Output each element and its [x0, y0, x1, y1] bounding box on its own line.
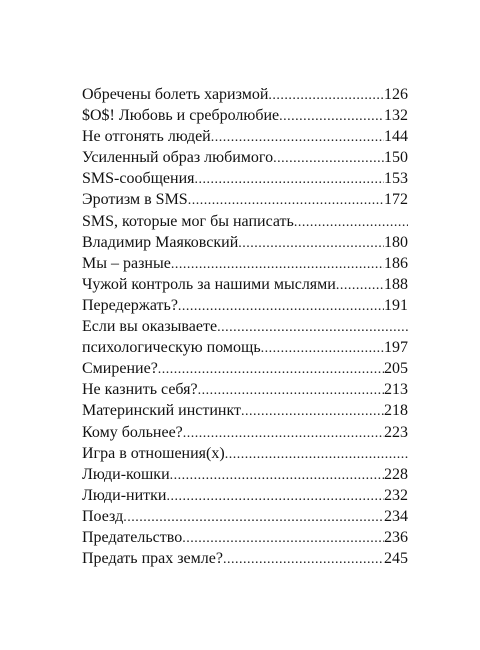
toc-entry-page-number: 132: [384, 107, 408, 125]
toc-leader-dots: [217, 317, 408, 337]
toc-entry-page-number: 150: [384, 149, 408, 167]
toc-entry-page-number: 188: [384, 275, 408, 293]
toc-entry-title: Люди-кошки: [82, 465, 170, 483]
toc-entry-title: Усиленный образ любимого: [82, 149, 274, 167]
toc-entry: [82, 105, 408, 126]
toc-entry-title: Люди-нитки: [82, 486, 167, 504]
toc-entry-page-number: 245: [384, 550, 408, 568]
toc-entry-page-number: 180: [384, 233, 408, 251]
toc-entry: [82, 548, 408, 569]
toc-leader-dots: [195, 169, 385, 189]
toc-entry-title: Мы – разные: [82, 254, 171, 272]
toc-entry-title: Кому больнее?: [82, 423, 183, 441]
toc-entry: [82, 400, 408, 421]
toc-leader-dots: [211, 127, 384, 147]
toc-entry-title: психологическую помощь: [82, 339, 261, 357]
toc-leader-dots: [223, 549, 384, 569]
toc-entry-title: Владимир Маяковский: [82, 233, 239, 251]
toc-entry: [82, 379, 408, 400]
toc-leader-dots: [294, 212, 408, 232]
toc-entry: [82, 274, 408, 295]
toc-entry-page-number: 197: [384, 339, 408, 357]
toc-entry: [82, 147, 408, 168]
toc-entry-page-number: 218: [384, 402, 408, 420]
toc-entry-page-number: 186: [384, 254, 408, 272]
toc-entry-page-number: 205: [384, 360, 408, 378]
toc-leader-dots: [336, 275, 384, 295]
toc-leader-dots: [158, 359, 384, 379]
toc-entry-title: Эротизм в SMS: [82, 191, 188, 209]
toc-leader-dots: [170, 465, 384, 485]
toc-leader-dots: [183, 423, 384, 443]
toc-entry: [82, 189, 408, 210]
toc-entry-title: SMS, которые мог бы написать: [82, 212, 294, 230]
table-of-contents: [82, 84, 408, 569]
toc-leader-dots: [123, 507, 384, 527]
toc-entry-page-number: 153: [384, 170, 408, 188]
toc-leader-dots: [171, 254, 384, 274]
toc-entry-title: Чужой контроль за нашими мыслями: [82, 275, 336, 293]
toc-entry: [82, 443, 408, 464]
toc-leader-dots: [198, 380, 384, 400]
toc-entry-page-number: 172: [384, 191, 408, 209]
toc-leader-dots: [188, 190, 384, 210]
toc-entry-title: Если вы оказываете: [82, 318, 218, 336]
toc-entry: [82, 485, 408, 506]
toc-entry-page-number: 144: [384, 128, 408, 146]
toc-entry-title: Предательство: [82, 528, 183, 546]
toc-entry-title: Поезд: [82, 507, 124, 525]
toc-entry: [82, 253, 408, 274]
toc-entry-title: Обречены болеть харизмой: [82, 86, 269, 103]
toc-entry-title: Игра в отношения(х): [82, 444, 225, 462]
toc-entry-page-number: 234: [384, 507, 408, 525]
toc-entry: [82, 232, 408, 253]
toc-entry-title: Передержать?: [82, 296, 178, 314]
toc-entry: [82, 168, 408, 189]
toc-entry: [82, 316, 408, 337]
toc-entry: [82, 422, 408, 443]
toc-entry: [82, 506, 408, 527]
toc-entry-title: Предать прах земле?: [82, 550, 223, 568]
toc-entry: [82, 337, 408, 358]
toc-entry: [82, 527, 408, 548]
toc-leader-dots: [241, 401, 384, 421]
toc-leader-dots: [178, 296, 384, 316]
toc-entry-page-number: 126: [384, 86, 408, 103]
toc-leader-dots: [166, 486, 384, 506]
toc-entry: [82, 295, 408, 316]
toc-leader-dots: [182, 528, 384, 548]
toc-entry-page-number: 223: [384, 423, 408, 441]
toc-entry: [82, 464, 408, 485]
toc-entry-title: Не казнить себя?: [82, 381, 198, 399]
toc-leader-dots: [279, 106, 384, 126]
toc-entry-title: Смирение?: [82, 360, 158, 378]
toc-entry-title: $O$! Любовь и сребролюбие: [82, 107, 280, 125]
toc-leader-dots: [273, 148, 384, 168]
toc-leader-dots: [268, 85, 384, 105]
toc-entry-title: Материнский инстинкт: [82, 402, 242, 420]
toc-leader-dots: [238, 233, 384, 253]
toc-entry-page-number: 191: [384, 296, 408, 314]
toc-entry: [82, 211, 408, 232]
toc-leader-dots: [225, 444, 408, 464]
toc-entry-title: Не отгонять людей: [82, 128, 211, 146]
toc-leader-dots: [261, 338, 384, 358]
toc-entry-page-number: 213: [384, 381, 408, 399]
toc-entry-title: SMS-сообщения: [82, 170, 195, 188]
toc-entry-page-number: 228: [384, 465, 408, 483]
toc-entry: [82, 126, 408, 147]
toc-entry: [82, 358, 408, 379]
toc-entry: [82, 84, 408, 105]
toc-entry-page-number: 236: [384, 528, 408, 546]
toc-entry-page-number: 232: [384, 486, 408, 504]
